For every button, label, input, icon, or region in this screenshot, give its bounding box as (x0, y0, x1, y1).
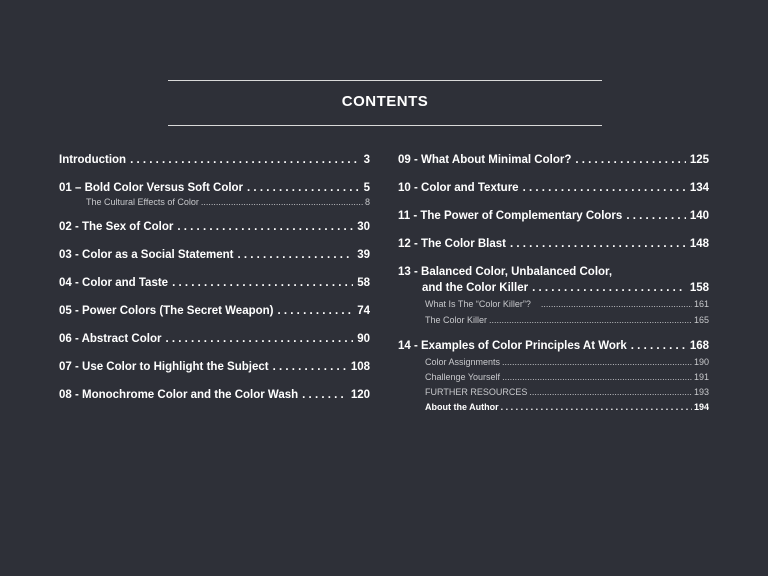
leader-dots (541, 298, 692, 310)
toc-page: 108 (350, 361, 370, 373)
toc-subentry-color-killer[interactable] (425, 314, 709, 326)
leader-dots (510, 236, 686, 252)
toc-label: 13 - Balanced Color, Unbalanced Color, (398, 266, 613, 278)
toc-entry-09[interactable] (398, 152, 709, 168)
toc-label: 14 - Examples of Color Principles At Work (398, 340, 627, 352)
toc-entry-14[interactable] (398, 338, 709, 354)
toc-page: 134 (689, 182, 709, 194)
toc-label: 05 - Power Colors (The Secret Weapon) (59, 305, 274, 317)
toc-page: 194 (693, 402, 709, 412)
toc-label: 06 - Abstract Color (59, 333, 162, 345)
toc-page: 148 (689, 238, 709, 250)
leader-dots (165, 331, 353, 347)
toc-subentry-what-is-color-killer[interactable] (425, 298, 709, 310)
toc-label: About the Author (425, 402, 499, 412)
toc-subentry-cultural-effects[interactable] (86, 196, 370, 208)
toc-label: The Color Killer (425, 315, 488, 325)
toc-label: 10 - Color and Texture (398, 182, 519, 194)
leader-dots (237, 247, 353, 263)
toc-label: 04 - Color and Taste (59, 277, 169, 289)
leader-dots (201, 196, 363, 208)
toc-label: Introduction (59, 154, 127, 166)
bottom-rule (168, 125, 602, 126)
toc-label: The Cultural Effects of Color (86, 197, 199, 207)
toc-entry-13[interactable] (398, 264, 709, 296)
toc-page: 193 (693, 387, 709, 397)
leader-dots (278, 303, 354, 319)
toc-label: 02 - The Sex of Color (59, 221, 174, 233)
leader-dots (489, 314, 692, 326)
toc-page: 161 (693, 299, 709, 309)
toc-page: 158 (689, 282, 709, 294)
toc-label: 08 - Monochrome Color and the Color Wash (59, 389, 299, 401)
toc-entry-06[interactable] (59, 331, 370, 347)
toc-entry-04[interactable] (59, 275, 370, 291)
top-rule (168, 80, 602, 81)
toc-page: 140 (689, 210, 709, 222)
leader-dots (529, 386, 692, 398)
leader-dots (177, 219, 353, 235)
toc-entry-03[interactable] (59, 247, 370, 263)
toc-page: 125 (689, 154, 709, 166)
toc-subentry-about-the-author[interactable] (425, 401, 709, 413)
toc-page: 58 (357, 277, 370, 289)
toc-label: 03 - Color as a Social Statement (59, 249, 234, 261)
page-title: CONTENTS (341, 93, 429, 110)
toc-label: 12 - The Color Blast (398, 238, 506, 250)
toc-right-column (398, 150, 709, 413)
toc-label: What Is The “Color Killer”? (425, 299, 531, 309)
leader-dots (130, 152, 360, 168)
toc-entry-05[interactable] (59, 303, 370, 319)
toc-page: 191 (693, 372, 709, 382)
toc-label: FURTHER RESOURCES (425, 387, 528, 397)
toc-label: 07 - Use Color to Highlight the Subject (59, 361, 269, 373)
toc-page: 3 (363, 154, 370, 166)
leader-dots (247, 180, 360, 196)
leader-dots (532, 280, 686, 296)
toc-page: 190 (693, 357, 709, 367)
toc-page: 90 (357, 333, 370, 345)
toc-page: 5 (363, 182, 370, 194)
toc-subentry-challenge-yourself[interactable] (425, 371, 709, 383)
toc-page: 120 (350, 389, 370, 401)
toc-label: Color Assignments (425, 357, 501, 367)
toc-page: 165 (693, 315, 709, 325)
toc-subentry-further-resources[interactable] (425, 386, 709, 398)
leader-dots (172, 275, 353, 291)
leader-dots (523, 180, 686, 196)
leader-dots (626, 208, 686, 224)
leader-dots (302, 387, 347, 403)
toc-entry-10[interactable] (398, 180, 709, 196)
toc-label: 01 – Bold Color Versus Soft Color (59, 182, 244, 194)
toc-entry-13-line2 (422, 280, 709, 296)
leader-dots (501, 401, 692, 413)
toc-entry-02[interactable] (59, 219, 370, 235)
toc-label: 11 - The Power of Complementary Colors (398, 210, 623, 222)
toc-page: 39 (357, 249, 370, 261)
toc-entry-01[interactable] (59, 180, 370, 196)
leader-dots (502, 371, 692, 383)
toc-left-column (59, 150, 370, 403)
toc-label: 09 - What About Minimal Color? (398, 154, 572, 166)
toc-label: Challenge Yourself (425, 372, 501, 382)
leader-dots (273, 359, 347, 375)
leader-dots (502, 356, 692, 368)
toc-label: and the Color Killer (422, 282, 529, 294)
toc-page: 8 (364, 197, 370, 207)
toc-page: 30 (357, 221, 370, 233)
toc-subentry-color-assignments[interactable] (425, 356, 709, 368)
leader-dots (631, 338, 686, 354)
toc-entry-08[interactable] (59, 387, 370, 403)
toc-entry-introduction[interactable] (59, 152, 370, 168)
toc-page: 74 (357, 305, 370, 317)
toc-entry-07[interactable] (59, 359, 370, 375)
toc-page: 168 (689, 340, 709, 352)
toc-entry-12[interactable] (398, 236, 709, 252)
leader-dots (575, 152, 685, 168)
toc-entry-11[interactable] (398, 208, 709, 224)
